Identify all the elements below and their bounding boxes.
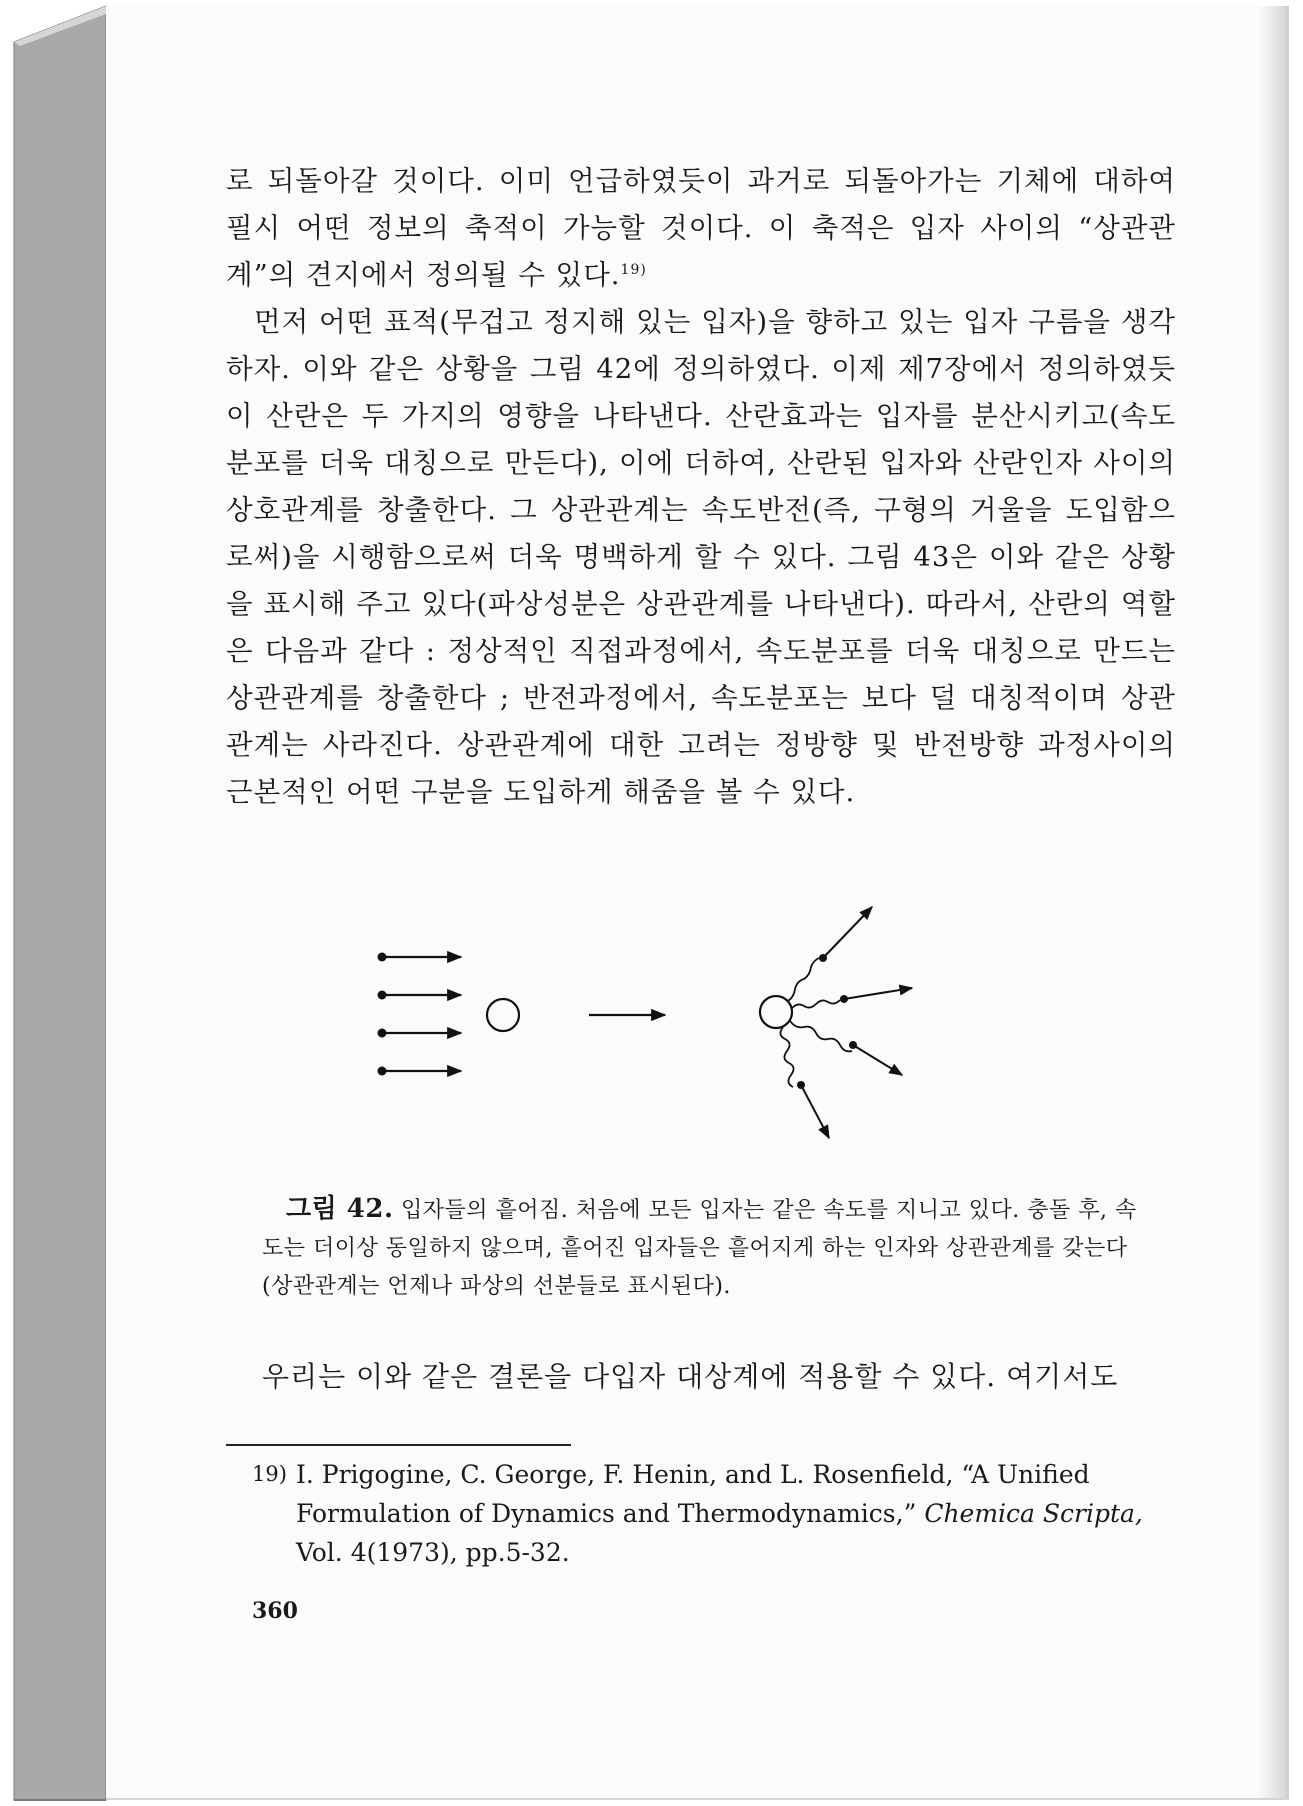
body-text bbox=[226, 158, 1176, 816]
figure-label: 그림 42. bbox=[286, 1194, 394, 1224]
footnote-reference: 19) bbox=[620, 261, 647, 278]
outgoing-particle bbox=[788, 907, 872, 1001]
footnote bbox=[252, 1455, 1177, 1572]
outgoing-particle bbox=[792, 988, 912, 1008]
outgoing-particles bbox=[780, 907, 912, 1138]
continuation-line: 우리는 이와 같은 결론을 다입자 대상계에 적용할 수 있다. 여기서도 bbox=[262, 1360, 1119, 1393]
figure-caption-text: 입자들의 흩어짐. 처음에 모든 입자는 같은 속도를 지니고 있다. 충돌 후, 속도는 더이상 동일하지 않으며, 흩어진 입자들은 흩어지게 하는 인자와 상관관계를 갖는다(상관관계는 언제나 파상의 선분들로 표시된다). bbox=[262, 1198, 1137, 1299]
target-particle bbox=[487, 999, 519, 1031]
scatterer-particle bbox=[760, 996, 792, 1028]
page-number: 360 bbox=[252, 1598, 298, 1624]
paragraph-1: 로 되돌아갈 것이다. 이미 언급하였듯이 과거로 되돌아가는 기체에 대하여 필시 어떤 정보의 축적이 가능할 것이다. 이 축적은 입자 사이의 “상관관계”의 견지에서 정의될 수 있다.$^{19)}$ bbox=[226, 165, 1176, 291]
incoming-particle bbox=[378, 1067, 462, 1076]
incoming-particle bbox=[378, 991, 462, 1000]
footnote-text: I. Prigogine, C. George, F. Henin, and L. Rosenfield, “A Unified Formulation of Dynamics and Thermodynamics,” Chemica Scripta, Vol. 4(1973), pp.5-32. bbox=[296, 1460, 1143, 1567]
outgoing-particle bbox=[790, 1021, 902, 1075]
journal-title: Chemica Scripta, bbox=[924, 1499, 1143, 1528]
footnote-number: 19) bbox=[252, 1462, 287, 1486]
incoming-particle bbox=[378, 953, 462, 962]
footnote-divider bbox=[226, 1444, 571, 1446]
incoming-particles bbox=[378, 953, 462, 1076]
paragraph-2: 먼저 어떤 표적(무겁고 정지해 있는 입자)을 향하고 있는 입자 구름을 생각하자. 이와 같은 상황을 그림 42에 정의하였다. 이제 제7장에서 정의하였듯이 산란은 두 가지의 영향을 나타낸다. 산란효과는 입자를 분산시키고(속도분포를 더욱 대칭으로 만든다), 이에 더하여, 산란된 입자와 산란인자 사이의 상호관계를 창출한다. 그 상관관계는 속도반전(즉, 구형의 거울을 도입함으로써)을 시행함으로써 더욱 명백하게 할 수 있다. 그림 43은 이와 같은 상황을 표시해 주고 있다(파상성분은 상관관계를 나타낸다). 따라서, 산란의 역할은 다음과 같다 : 정상적인 직접과정에서, 속도분포를 더욱 대칭으로 만드는 상관관계를 창출한다 ; 반전과정에서, 속도분포는 보다 덜 대칭적이며 상관관계는 사라진다. 상관관계에 대한 고려는 정방향 및 반전방향 과정사이의 근본적인 어떤 구분을 도입하게 해줌을 볼 수 있다. bbox=[226, 306, 1176, 808]
outgoing-particle bbox=[780, 1027, 829, 1138]
figure-caption bbox=[262, 1190, 1157, 1306]
scattering-figure bbox=[360, 895, 940, 1145]
incoming-particle bbox=[378, 1029, 462, 1038]
